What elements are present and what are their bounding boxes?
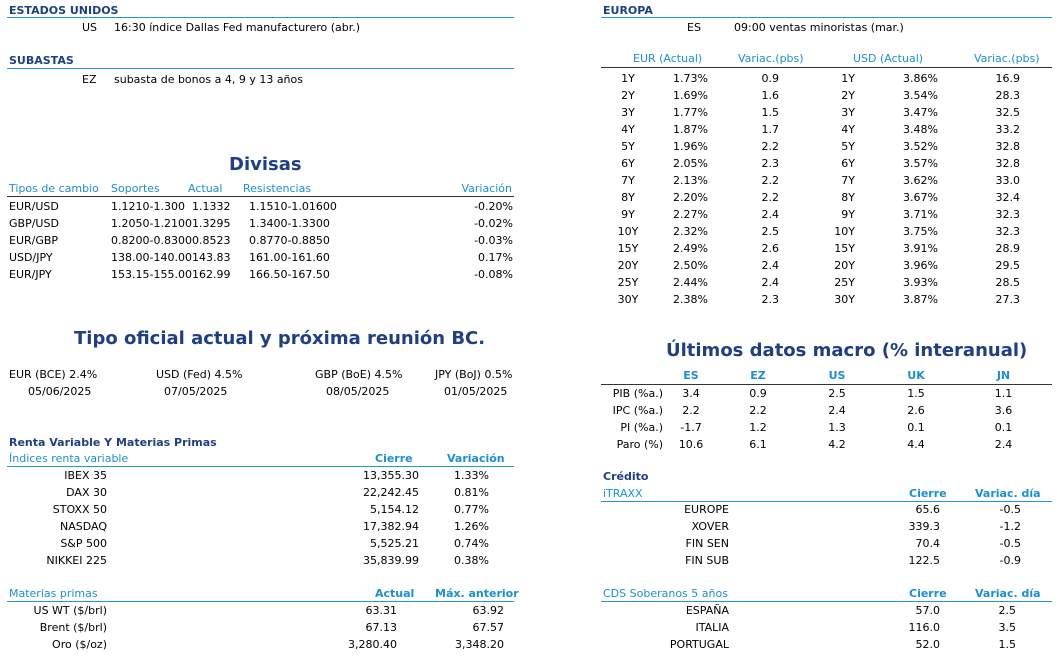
cierre: 17,382.94	[363, 520, 419, 533]
usd-var: 28.5	[995, 276, 1020, 289]
tenor: 25Y	[834, 276, 855, 289]
table-row	[9, 198, 513, 215]
table-row	[9, 249, 513, 266]
col-header: JN	[996, 369, 1011, 382]
usd-actual: 3.93%	[903, 276, 938, 289]
eur-var: 2.5	[761, 225, 779, 238]
usd-actual: 3.91%	[903, 242, 938, 255]
cierre: 5,525.21	[370, 537, 419, 550]
usd-var: 28.9	[995, 242, 1020, 255]
col-header: Soportes	[111, 182, 160, 195]
table-row	[610, 155, 1020, 172]
col-header: Máx. anterior	[435, 587, 519, 600]
usd-var: 32.3	[995, 225, 1020, 238]
divisas-table	[9, 198, 513, 283]
variacion: 2.5	[998, 604, 1016, 617]
tenor: 20Y	[617, 259, 639, 272]
indicator: PI (%a.)	[620, 421, 663, 434]
table-row	[610, 291, 1020, 308]
table-row	[9, 467, 489, 484]
usd-var: 32.8	[995, 140, 1020, 153]
eur-actual: 1.69%	[673, 89, 708, 102]
table-row	[601, 419, 1052, 436]
usd-actual: 3.96%	[903, 259, 938, 272]
table-row	[9, 552, 489, 569]
section-title-subastas: SUBASTAS	[9, 54, 74, 67]
actual: 1.1332	[191, 200, 231, 213]
tenor: 15Y	[834, 242, 855, 255]
resistencias: 1.3400-1.3300	[248, 217, 330, 230]
usd-actual: 3.57%	[903, 157, 938, 170]
indicator: Paro (%)	[616, 438, 663, 451]
tenor: 8Y	[621, 191, 635, 204]
table-row	[603, 535, 1021, 552]
cierre: 339.3	[908, 520, 940, 533]
tenor: 10Y	[617, 225, 639, 238]
max-anterior: 63.92	[472, 604, 504, 617]
table-row	[610, 138, 1020, 155]
country: ESPAÑA	[685, 604, 729, 617]
tenor: 1Y	[621, 72, 635, 85]
usd-var: 33.0	[995, 174, 1020, 187]
section-title-europa: EUROPA	[603, 4, 653, 17]
country-code: ES	[687, 21, 701, 34]
actual: 143.83	[191, 251, 231, 264]
rate-date: 01/05/2025	[444, 385, 508, 398]
col-header: ES	[683, 369, 699, 382]
country-code: EZ	[82, 73, 97, 86]
tenor: 9Y	[841, 208, 855, 221]
cierre: 116.0	[908, 621, 940, 634]
variacion: 0.81%	[454, 486, 489, 499]
eur-var: 2.2	[761, 191, 779, 204]
table-row	[601, 402, 1052, 419]
col-header: USD (Actual)	[853, 52, 924, 65]
col-header: Tipos de cambio	[9, 182, 99, 195]
index-name: STOXX 50	[52, 503, 107, 516]
eur-var: 2.3	[761, 157, 779, 170]
usd-actual: 3.86%	[903, 72, 938, 85]
actual: 3,280.40	[348, 638, 397, 651]
usd-actual: 3.54%	[903, 89, 938, 102]
table-row	[9, 535, 489, 552]
index-name: S&P 500	[60, 537, 107, 550]
variacion: 3.5	[998, 621, 1016, 634]
col-header: CDS Soberanos 5 años	[603, 587, 728, 600]
col-header: Materias primas	[9, 587, 98, 600]
table-row	[603, 619, 1016, 636]
event-text: 09:00 ventas minoristas (mar.)	[734, 21, 904, 34]
variacion: -0.02%	[474, 217, 513, 230]
index-name: NIKKEI 225	[46, 554, 107, 567]
table-row	[9, 232, 513, 249]
usd-var: 28.3	[995, 89, 1020, 102]
cierre: 65.6	[915, 503, 940, 516]
value: 2.4	[994, 438, 1013, 451]
actual: 67.13	[365, 621, 397, 634]
usd-var: 33.2	[995, 123, 1020, 136]
eur-actual: 2.20%	[673, 191, 708, 204]
table-row	[610, 189, 1020, 206]
variacion: 1.5	[998, 638, 1016, 651]
eur-var: 1.7	[761, 123, 779, 136]
usd-var: 29.5	[995, 259, 1020, 272]
tenor: 25Y	[617, 276, 639, 289]
commodity: US WT ($/brl)	[33, 604, 107, 617]
macro-table	[601, 367, 1052, 453]
usd-var: 32.5	[995, 106, 1020, 119]
tenor: 4Y	[621, 123, 635, 136]
table-row	[610, 257, 1020, 274]
eur-var: 1.5	[761, 106, 779, 119]
col-header: Variac.(pbs)	[974, 52, 1040, 65]
event-text: subasta de bonos a 4, 9 y 13 años	[114, 73, 303, 86]
tenor: 7Y	[621, 174, 635, 187]
commodity: Brent ($/brl)	[39, 621, 107, 634]
col-header: UK	[907, 369, 925, 382]
table-row	[9, 636, 512, 653]
col-header: Variación	[447, 452, 505, 465]
index-name: XOVER	[691, 520, 729, 533]
index-name: DAX 30	[66, 486, 107, 499]
materias-table	[9, 602, 512, 653]
usd-actual: 3.48%	[903, 123, 938, 136]
indicator: PIB (%a.)	[612, 387, 663, 400]
corner-cell	[601, 367, 663, 385]
divisas-title: Divisas	[229, 154, 302, 175]
eur-actual: 2.13%	[673, 174, 708, 187]
rate-label: EUR (BCE) 2.4%	[9, 368, 98, 381]
eur-var: 1.6	[761, 89, 779, 102]
usd-actual: 3.62%	[903, 174, 938, 187]
table-row	[603, 552, 1021, 569]
table-row	[610, 206, 1020, 223]
col-header: Variación	[461, 182, 512, 195]
table-row	[610, 121, 1020, 138]
credito-table	[603, 501, 1021, 569]
value: 0.1	[994, 421, 1013, 434]
table-row	[610, 223, 1020, 240]
actual: 0.8523	[191, 234, 231, 247]
eur-var: 0.9	[761, 72, 779, 85]
table-row	[9, 619, 512, 636]
usd-var: 32.4	[995, 191, 1020, 204]
table-row	[603, 518, 1021, 535]
tenor: 15Y	[617, 242, 639, 255]
pair: EUR/GBP	[9, 234, 59, 247]
divider	[601, 67, 1052, 68]
col-header: US	[828, 369, 846, 382]
value: 0.9	[749, 387, 767, 400]
variacion: 1.33%	[454, 469, 489, 482]
resistencias: 0.8770-0.8850	[248, 234, 330, 247]
table-row	[603, 602, 1016, 619]
eur-var: 2.2	[761, 174, 779, 187]
cds-table	[603, 602, 1016, 653]
cierre: 122.5	[908, 554, 940, 567]
col-header: Cierre	[375, 452, 413, 465]
soportes: 1.1210-1.300	[111, 200, 185, 213]
col-header: EZ	[750, 369, 766, 382]
col-header: Variac.(pbs)	[738, 52, 804, 65]
usd-actual: 3.47%	[903, 106, 938, 119]
table-row	[610, 274, 1020, 291]
actual: 162.99	[191, 268, 231, 281]
actual: 1.3295	[191, 217, 231, 230]
value: 1.3	[828, 421, 846, 434]
usd-actual: 3.52%	[903, 140, 938, 153]
table-row	[601, 385, 1052, 403]
value: 4.2	[828, 438, 846, 451]
col-header: Cierre	[909, 587, 947, 600]
value: 2.5	[828, 387, 846, 400]
section-title-estados-unidos: ESTADOS UNIDOS	[9, 4, 119, 17]
tenor: 3Y	[621, 106, 635, 119]
rate-date: 08/05/2025	[326, 385, 390, 398]
value: 2.2	[749, 404, 767, 417]
eur-actual: 2.32%	[673, 225, 708, 238]
table-row	[9, 602, 512, 619]
cierre: 22,242.45	[363, 486, 419, 499]
variacion: -0.9	[999, 554, 1021, 567]
index-name: FIN SUB	[685, 554, 729, 567]
eur-var: 2.2	[761, 140, 779, 153]
cierre: 35,839.99	[363, 554, 419, 567]
soportes: 1.2050-1.2100	[111, 217, 192, 230]
table-row	[9, 266, 513, 283]
divider	[7, 68, 514, 69]
variacion: 0.17%	[478, 251, 513, 264]
country: PORTUGAL	[669, 638, 729, 651]
eur-actual: 2.50%	[673, 259, 708, 272]
col-header: EUR (Actual)	[633, 52, 703, 65]
tenor: 2Y	[621, 89, 635, 102]
resistencias: 166.50-167.50	[248, 268, 330, 281]
tenor: 8Y	[841, 191, 855, 204]
eur-var: 2.4	[761, 208, 779, 221]
variacion: 1.26%	[454, 520, 489, 533]
commodity: Oro ($/oz)	[52, 638, 107, 651]
cierre: 5,154.12	[370, 503, 419, 516]
usd-actual: 3.87%	[903, 293, 938, 306]
resistencias: 1.1510-1.01600	[248, 200, 337, 213]
col-header: Índices renta variable	[9, 452, 129, 465]
usd-var: 27.3	[995, 293, 1020, 306]
usd-var: 16.9	[995, 72, 1020, 85]
col-header: Resistencias	[243, 182, 312, 195]
table-row	[9, 501, 489, 518]
tenor: 5Y	[621, 140, 635, 153]
tenor: 30Y	[834, 293, 855, 306]
tipo-oficial-title: Tipo oficial actual y próxima reunión BC.	[74, 328, 486, 349]
divider	[7, 196, 514, 197]
macro-title: Últimos datos macro (% interanual)	[666, 340, 1028, 361]
value: 2.6	[907, 404, 925, 417]
max-anterior: 3,348.20	[455, 638, 504, 651]
pair: GBP/USD	[9, 217, 59, 230]
variacion: -1.2	[999, 520, 1021, 533]
pair: EUR/JPY	[9, 268, 52, 281]
tenor: 7Y	[841, 174, 855, 187]
usd-var: 32.8	[995, 157, 1020, 170]
eur-actual: 2.49%	[673, 242, 708, 255]
table-row	[610, 104, 1020, 121]
value: 0.1	[907, 421, 925, 434]
pair: USD/JPY	[9, 251, 53, 264]
soportes: 0.8200-0.8300	[111, 234, 192, 247]
divider	[7, 17, 514, 18]
tenor: 30Y	[617, 293, 639, 306]
col-header: Cierre	[909, 487, 947, 500]
usd-actual: 3.67%	[903, 191, 938, 204]
usd-actual: 3.71%	[903, 208, 938, 221]
tenor: 1Y	[841, 72, 855, 85]
variacion: -0.5	[999, 537, 1021, 550]
rate-date: 05/06/2025	[28, 385, 92, 398]
value: 1.5	[907, 387, 925, 400]
variacion: 0.74%	[454, 537, 489, 550]
eur-actual: 1.96%	[673, 140, 708, 153]
eur-actual: 2.44%	[673, 276, 708, 289]
index-name: NASDAQ	[59, 520, 107, 533]
value: 6.1	[749, 438, 767, 451]
value: 1.1	[994, 387, 1013, 400]
eur-actual: 2.27%	[673, 208, 708, 221]
table-row	[610, 87, 1020, 104]
eur-actual: 1.87%	[673, 123, 708, 136]
value: 10.6	[678, 438, 704, 451]
divider	[601, 17, 1052, 18]
table-row	[603, 501, 1021, 518]
value: 4.4	[907, 438, 925, 451]
soportes: 153.15-155.00	[111, 268, 192, 281]
value: 2.2	[682, 404, 700, 417]
cierre: 13,355.30	[363, 469, 419, 482]
eur-actual: 2.38%	[673, 293, 708, 306]
table-row	[9, 518, 489, 535]
variacion: -0.08%	[474, 268, 513, 281]
actual: 63.31	[365, 604, 397, 617]
max-anterior: 67.57	[472, 621, 504, 634]
eur-actual: 1.73%	[673, 72, 708, 85]
index-name: EUROPE	[684, 503, 729, 516]
eur-var: 2.3	[761, 293, 779, 306]
indicator: IPC (%a.)	[612, 404, 663, 417]
table-row	[601, 436, 1052, 453]
eur-actual: 1.77%	[673, 106, 708, 119]
tenor: 6Y	[841, 157, 855, 170]
index-name: IBEX 35	[64, 469, 107, 482]
event-text: 16:30 índice Dallas Fed manufacturero (abr.)	[114, 21, 361, 34]
table-header-row	[601, 367, 1052, 385]
variacion: -0.5	[999, 503, 1021, 516]
value: -1.7	[680, 421, 702, 434]
renta-table	[9, 467, 489, 569]
tenor: 6Y	[621, 157, 635, 170]
variacion: 0.38%	[454, 554, 489, 567]
table-row	[9, 215, 513, 232]
col-header: Variac. día	[975, 487, 1041, 500]
cierre: 70.4	[915, 537, 940, 550]
eur-var: 2.6	[761, 242, 779, 255]
value: 2.4	[828, 404, 846, 417]
eur-var: 2.4	[761, 259, 779, 272]
value: 1.2	[749, 421, 767, 434]
eur-actual: 2.05%	[673, 157, 708, 170]
table-row	[610, 172, 1020, 189]
table-row	[603, 636, 1016, 653]
soportes: 138.00-140.00	[111, 251, 192, 264]
col-header: iTRAXX	[603, 487, 643, 500]
rate-label: USD (Fed) 4.5%	[156, 368, 243, 381]
col-header: Actual	[375, 587, 415, 600]
tenor: 5Y	[841, 140, 855, 153]
tenor: 2Y	[841, 89, 855, 102]
index-name: FIN SEN	[685, 537, 729, 550]
col-header: Actual	[188, 182, 223, 195]
table-row	[610, 70, 1020, 87]
usd-var: 32.3	[995, 208, 1020, 221]
cierre: 52.0	[915, 638, 940, 651]
cierre: 57.0	[915, 604, 940, 617]
eur-var: 2.4	[761, 276, 779, 289]
tenor: 3Y	[841, 106, 855, 119]
country: ITALIA	[695, 621, 729, 634]
credito-title: Crédito	[603, 470, 649, 483]
value: 3.4	[682, 387, 700, 400]
variacion: 0.77%	[454, 503, 489, 516]
variacion: -0.20%	[474, 200, 513, 213]
rate-label: JPY (BoJ) 0.5%	[435, 368, 513, 381]
tenor: 10Y	[834, 225, 855, 238]
renta-title: Renta Variable Y Materias Primas	[9, 436, 217, 449]
pair: EUR/USD	[9, 200, 59, 213]
table-row	[9, 484, 489, 501]
rate-date: 07/05/2025	[164, 385, 228, 398]
value: 3.6	[994, 404, 1013, 417]
rate-label: GBP (BoE) 4.5%	[315, 368, 403, 381]
country-code: US	[82, 21, 98, 34]
curvas-table	[610, 70, 1020, 308]
table-row	[610, 240, 1020, 257]
variacion: -0.03%	[474, 234, 513, 247]
tenor: 20Y	[834, 259, 855, 272]
tenor: 9Y	[621, 208, 635, 221]
tenor: 4Y	[841, 123, 855, 136]
resistencias: 161.00-161.60	[248, 251, 330, 264]
usd-actual: 3.75%	[903, 225, 938, 238]
col-header: Variac. día	[975, 587, 1041, 600]
